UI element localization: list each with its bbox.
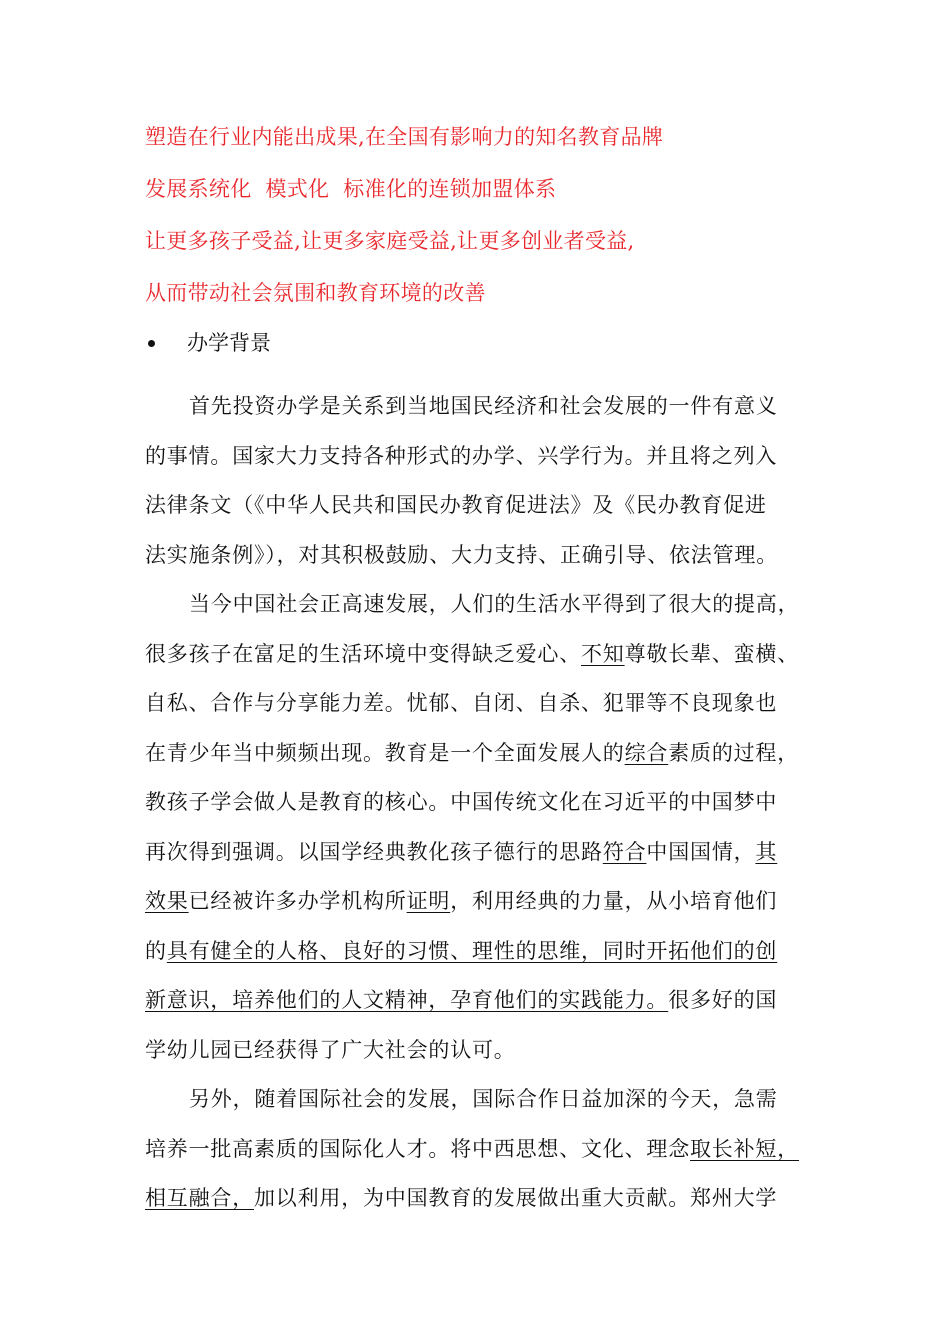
text-segment: 的事情。国家大力支持各种形式的办学、兴学行为。并且将之列入 — [145, 443, 778, 468]
text-segment: 培养一批高素质的国际化人才。将中西思想、文化、理念 — [145, 1136, 690, 1161]
paragraph-line — [145, 877, 835, 927]
paragraph-line — [145, 828, 835, 878]
text-segment: 学幼儿园已经获得了广大社会的认可。 — [145, 1037, 516, 1062]
paragraph-line — [145, 679, 835, 729]
text-segment: 的 — [145, 938, 167, 963]
text-segment: 已经被许多办学机构所 — [188, 889, 407, 913]
text-segment: 首先投资办学是关系到当地国民经济和社会发展的一件有意义 — [189, 394, 778, 418]
text-segment: 很多好的国 — [668, 988, 778, 1012]
text-segment: 尊敬长辈、蛮横、 — [624, 641, 800, 666]
paragraph-3 — [145, 1075, 835, 1224]
text-segment: ，利用经典的力量，从小培育他们 — [450, 889, 778, 913]
text-segment: 很多孩子在富足的生活环境中变得缺乏爱心、 — [145, 641, 581, 666]
slogan-line-2: 发展系统化 模式化 标准化的连锁加盟体系 — [145, 177, 557, 201]
underlined-text: 相互融合， — [145, 1186, 254, 1210]
text-segment: 法律条文（《中华人民共和国民办教育促进法》及《民办教育促进 — [145, 493, 767, 517]
section-heading — [145, 328, 835, 358]
text-segment: 中国国情， — [646, 839, 756, 864]
underlined-text: 新意识，培养他们的人文精神，孕育他们的实践能力。 — [145, 988, 669, 1012]
paragraph-line — [145, 1026, 835, 1076]
underlined-text: 取长补短， — [690, 1136, 799, 1161]
slogan-line-4: 从而带动社会氛围和教育环境的改善 — [145, 281, 486, 305]
body-paragraphs — [145, 382, 835, 1224]
underlined-text: 效果 — [145, 889, 189, 913]
paragraph-line — [145, 432, 835, 482]
paragraph-line — [145, 1174, 835, 1224]
paragraph-line — [145, 531, 835, 581]
underlined-text: 综合 — [624, 740, 669, 765]
paragraph-line — [145, 382, 835, 432]
underlined-text: 证明 — [406, 889, 451, 913]
text-segment: 再次得到强调。以国学经典教化孩子德行的思路 — [145, 839, 603, 864]
document-page — [145, 124, 835, 1224]
paragraph-line — [145, 778, 835, 828]
text-segment: 加以利用，为中国教育的发展做出重大贡献。郑州大学 — [254, 1186, 778, 1210]
slogan-line-3: 让更多孩子受益,让更多家庭受益,让更多创业者受益, — [145, 229, 635, 253]
underlined-text: 其 — [755, 839, 778, 864]
paragraph-line — [145, 927, 835, 977]
paragraph-line — [145, 1075, 835, 1125]
text-segment: 自私、合作与分享能力差。忧郁、自闭、自杀、犯罪等不良现象也 — [145, 691, 778, 715]
bullet-icon — [148, 340, 155, 347]
paragraph-line — [145, 1125, 835, 1175]
section-heading-text: 办学背景 — [187, 331, 271, 355]
paragraph-line — [145, 630, 835, 680]
paragraph-line — [145, 481, 835, 531]
text-segment: 法实施条例》），对其积极鼓励、大力支持、正确引导、依法管理。 — [145, 542, 778, 567]
underlined-text: 符合 — [602, 839, 647, 864]
text-segment: 素质的过程， — [668, 740, 800, 765]
text-segment: 教孩子学会做人是教育的核心。中国传统文化在习近平的中国梦中 — [145, 790, 778, 814]
underlined-text: 不知 — [581, 641, 625, 666]
paragraph-line — [145, 729, 835, 779]
paragraph-2 — [145, 580, 835, 1075]
slogan-line-1: 塑造在行业内能出成果,在全国有影响力的知名教育品牌 — [145, 125, 664, 149]
paragraph-line — [145, 580, 835, 630]
text-segment: 在青少年当中频频出现。教育是一个全面发展人的 — [145, 740, 625, 765]
underlined-text: 具有健全的人格、良好的习惯、理性的思维，同时开拓他们的创 — [166, 938, 778, 963]
text-segment: 另外，随着国际社会的发展，国际合作日益加深的今天，急需 — [189, 1087, 778, 1111]
text-segment: 当今中国社会正高速发展，人们的生活水平得到了很大的提高， — [189, 592, 800, 616]
paragraph-line — [145, 976, 835, 1026]
paragraph-1 — [145, 382, 835, 580]
